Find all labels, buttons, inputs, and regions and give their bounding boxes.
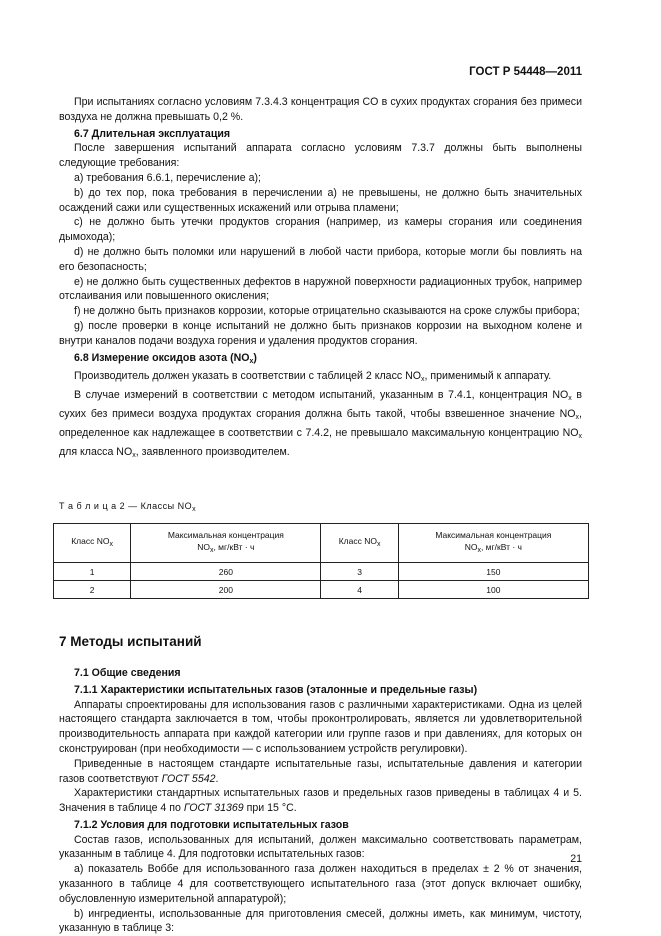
paragraph-7-1-1-b: Приведенные в настоящем стандарте испытательные газы, испытательные давления и категории газов соответствуют ГОСТ 5542. (59, 757, 582, 785)
page-number: 21 (570, 853, 582, 865)
list-item: d) не должно быть поломки или нарушений в любой части прибора, которые могли бы повлиять на его безопасность; (59, 245, 582, 273)
paragraph-co: При испытаниях согласно условиям 7.3.4.3 концентрация CO в сухих продуктах сгорания без примеси воздуха не должна превышать 0,2 %. (59, 96, 582, 123)
paragraph-7-1-2-c: b) ингредиенты, использованные для приготовления смесей, должны иметь, как минимум, чистоту, указанную в таблице 3: (59, 907, 582, 935)
heading-6-7: 6.7 Длительная эксплуатация (74, 127, 231, 140)
paragraph-6-8-class: Производитель должен указать в соответствии с таблицей 2 класс $NO_x$, применимый к аппарату. (74, 370, 552, 384)
paragraph-6-8-measurement: В случае измерений в соответствии с методом испытаний, указанным в 7.4.1, концентрация $NO_x$ в сухих без примеси воздуха продуктах сгорания должна быть такой, чтобы взвешенное значение $NO_x$, определенное как надлежащее в соответствии с 7.4.2, не превышало максимальную концентрацию $NO_x$ для класса $NO_x$, заявленного производителем. (59, 389, 583, 459)
list-item: е) не должно быть существенных дефектов в наружной поверхности радиационных трубок, например отслаивания или повышенного окисления; (59, 275, 582, 303)
list-item: f) не должно быть признаков коррозии, которые отрицательно сказываются на сроке службы прибора; (74, 305, 580, 318)
heading-6-8: 6.8 Измерение оксидов азота $(NO_x)$ (74, 351, 257, 365)
table-header-concentration: Максимальная концентрация $NO_x$, мг/кВт · ч (131, 524, 321, 563)
list-item: g) после проверки в конце испытаний не должно быть признаков коррозии на выходном колене и внутри каналов подачи воздуха горения и удаления продуктов сгорания. (59, 319, 582, 347)
document-header: ГОСТ Р 54448—2011 (469, 66, 582, 78)
paragraph-7-1-1-a: Аппараты спроектированы для использования газов с различными характеристиками. Одна из целей настоящего стандарта заключается в том, чтобы проконтролировать, является ли удовлетворительной производительность аппарата при каждой категории или группе газов и при давлениях, для которых он сконструирован (при необходимости — с использованием устройств регулировки). (59, 698, 582, 755)
table-header-class: Класс $NO_x$ (321, 524, 398, 563)
list-item: b) до тех пор, пока требования в перечислении а) не превышены, не должно быть значительных осаждений сажи или существенных искажений или отрыва пламени; (59, 186, 582, 214)
paragraph-7-1-2-a: Состав газов, использованных для испытаний, должен максимально соответствовать параметрам, указанным в таблице 4. Для подготовки испытательных газов: (59, 833, 582, 861)
list-item: с) не должно быть утечки продуктов сгорания (например, из камеры сгорания или соединения дымохода); (59, 216, 582, 244)
heading-7-1: 7.1 Общие сведения (74, 666, 181, 679)
paragraph-7-1-1-c: Характеристики стандартных испытательных газов и предельных газов приведены в таблицах 4 и 5. Значения в таблице 4 по ГОСТ 31369 при 15 °С. (59, 787, 582, 815)
table-header-class: Класс $NO_x$ (54, 524, 131, 563)
paragraph-6-7-intro: После завершения испытаний аппарата согласно условиям 7.3.7 должны быть выполнены следующие требования: (59, 142, 582, 170)
table-row: 2 200 4 100 (54, 581, 589, 599)
list-item: а) требования 6.6.1, перечисление а); (74, 171, 261, 184)
heading-7-1-2: 7.1.2 Условия для подготовки испытательных газов (74, 818, 349, 831)
table-header-concentration: Максимальная концентрация $NO_x$, мг/кВт · ч (398, 524, 588, 563)
page-content (59, 95, 582, 936)
section-title-7: 7 Методы испытаний (59, 634, 202, 650)
nox-classes-table (53, 523, 589, 599)
table-caption: Т а б л и ц а 2 — Классы $NO_x$ (59, 501, 197, 514)
paragraph-7-1-2-b: а) показатель Воббе для использованного газа должен находиться в пределах ± 2 % от значения, указанного в таблице 4 для соответствующего испытательного газа (этот допуск включает ошибку, обусловленную измерительной аппаратурой); (59, 863, 582, 905)
heading-7-1-1: 7.1.1 Характеристики испытательных газов (эталонные и предельные газы) (74, 683, 478, 696)
table-row: 1 260 3 150 (54, 563, 589, 581)
